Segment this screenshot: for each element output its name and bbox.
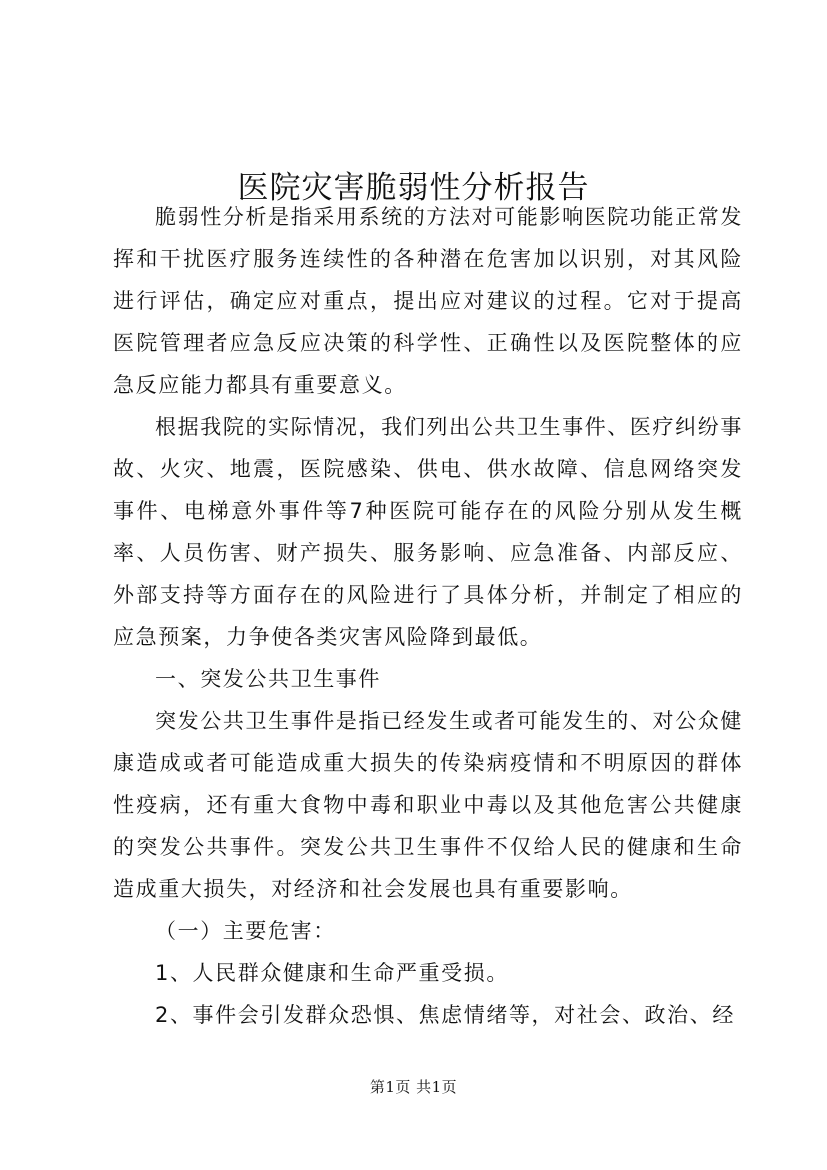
subheading-main-hazards: （一）主要危害： (155, 919, 336, 943)
page-number-footer: 第1页 共1页 (369, 1078, 458, 1096)
document-body (113, 196, 743, 1036)
section-heading-public-health: 一、突发公共卫生事件 (155, 667, 381, 691)
paragraph-risk-overview: 根据我院的实际情况，我们列出公共卫生事件、医疗纠纷事故、火灾、地震，医院感染、供电、供水故障、信息网络突发事件、电梯意外事件等7种医院可能存在的风险分别从发生概率、人员伤害、财产损失、服务影响、应急准备、内部反应、外部支持等方面存在的风险进行了具体分析，并制定了相应的应急预案，力争使各类灾害风险降到最低。 (113, 415, 743, 649)
paragraph-public-health-definition: 突发公共卫生事件是指已经发生或者可能发生的、对公众健康造成或者可能造成重大损失的传染病疫情和不明原因的群体性疫病，还有重大食物中毒和职业中毒以及其他危害公共健康的突发公共事件。突发公共卫生事件不仅给人民的健康和生命造成重大损失，对经济和社会发展也具有重要影响。 (113, 709, 743, 901)
document-title: 医院灾害脆弱性分析报告 (237, 169, 590, 206)
list-item-hazard-2: 2、事件会引发群众恐惧、焦虑情绪等，对社会、政治、经 (155, 1003, 735, 1027)
paragraph-definition: 脆弱性分析是指采用系统的方法对可能影响医院功能正常发挥和干扰医疗服务连续性的各种潜在危害加以识别，对其风险进行评估，确定应对重点，提出应对建议的过程。它对于提高医院管理者应急反应决策的科学性、正确性以及医院整体的应急反应能力都具有重要意义。 (113, 205, 743, 397)
list-item-hazard-1: 1、人民群众健康和生命严重受损。 (155, 961, 509, 985)
